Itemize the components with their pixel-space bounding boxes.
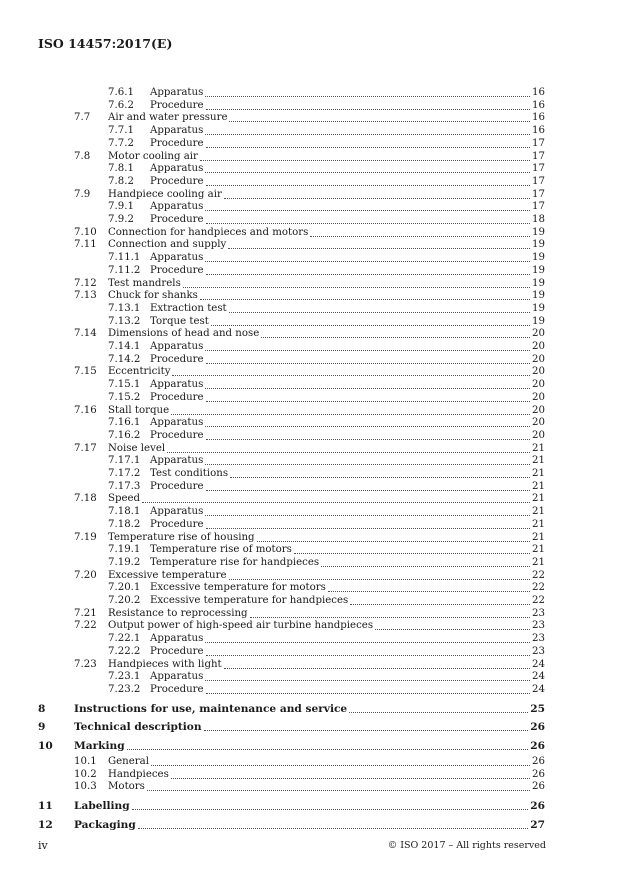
toc-entry-title: Procedure — [150, 645, 204, 657]
toc-entry-title: Procedure — [150, 480, 204, 492]
dot-leader — [310, 236, 530, 237]
toc-entry-page: 17 — [532, 175, 545, 187]
dot-leader — [250, 617, 530, 618]
toc-entry-number: 7.19.2 — [108, 556, 141, 568]
toc-entry[interactable] — [108, 125, 545, 137]
toc-entry-title: Dimensions of head and nose — [108, 328, 260, 340]
dot-leader — [321, 566, 530, 567]
toc-entry-page: 21 — [532, 556, 545, 568]
dot-leader — [172, 375, 530, 376]
toc-entry-number: 12 — [38, 818, 53, 831]
toc-entry-page: 23 — [532, 633, 545, 645]
toc-entry-title: Apparatus — [150, 163, 204, 175]
dot-leader — [206, 655, 530, 656]
toc-entry-page: 21 — [532, 531, 545, 543]
copyright-notice: © ISO 2017 – All rights reserved — [387, 840, 546, 851]
toc-entry-page: 26 — [532, 781, 545, 793]
dot-leader — [171, 414, 530, 415]
toc-entry-page: 21 — [532, 455, 545, 467]
toc-entry-page: 19 — [532, 239, 545, 251]
toc-entry-title: Instructions for use, maintenance and service — [74, 702, 348, 715]
toc-entry-page: 19 — [532, 290, 545, 302]
dot-leader — [350, 604, 530, 605]
dot-leader — [206, 363, 530, 364]
toc-entry-page: 19 — [532, 315, 545, 327]
toc-entry-title: Excessive temperature for motors — [150, 582, 326, 594]
toc-entry-title: Eccentricity — [108, 366, 171, 378]
toc-entry-number: 7.18.2 — [108, 518, 141, 530]
toc-entry-number: 7.23.2 — [108, 683, 141, 695]
toc-entry[interactable] — [108, 646, 545, 658]
dot-leader — [205, 388, 530, 389]
toc-entry-number: 7.14.1 — [108, 341, 141, 352]
toc-entry-page: 22 — [532, 582, 545, 594]
toc-entry[interactable] — [74, 151, 545, 163]
document-id-header: ISO 14457:2017(E) — [38, 36, 173, 51]
toc-entry-page: 17 — [532, 137, 545, 149]
toc-entry-page: 24 — [532, 683, 545, 695]
toc-entry[interactable] — [108, 214, 545, 226]
toc-entry[interactable] — [74, 756, 545, 768]
toc-entry-number: 7.18 — [74, 493, 97, 505]
toc-entry[interactable] — [74, 781, 545, 793]
toc-entry-page: 21 — [532, 544, 545, 556]
toc-entry-title: Apparatus — [150, 506, 204, 518]
toc-entry-page: 20 — [532, 391, 545, 403]
toc-entry-page: 21 — [532, 518, 545, 530]
dot-leader — [206, 185, 530, 186]
toc-entry-number: 7.16.2 — [108, 429, 141, 441]
toc-entry[interactable] — [74, 532, 545, 544]
toc-entry-title: Air and water pressure — [108, 112, 228, 124]
toc-entry-number: 7.17.2 — [108, 468, 141, 479]
toc-section-entry[interactable] — [38, 721, 545, 733]
toc-entry[interactable] — [108, 201, 545, 213]
dot-leader — [206, 490, 530, 491]
toc-entry-page: 20 — [532, 328, 545, 340]
toc-entry-page: 16 — [532, 112, 545, 124]
toc-entry-page: 20 — [532, 353, 545, 365]
dot-leader — [349, 712, 528, 713]
toc-entry-number: 7.22.1 — [108, 633, 141, 645]
toc-entry-title: Procedure — [150, 264, 204, 276]
toc-entry-number: 7.20.1 — [108, 582, 141, 594]
toc-entry[interactable] — [108, 354, 545, 366]
toc-entry-number: 7.14.2 — [108, 353, 141, 365]
toc-entry-page: 19 — [532, 264, 545, 276]
toc-entry[interactable] — [108, 671, 545, 683]
toc-entry-page: 26 — [532, 768, 545, 780]
toc-entry-page: 16 — [532, 99, 545, 111]
toc-entry-page: 27 — [530, 818, 545, 831]
toc-entry-number: 7.12 — [74, 277, 97, 289]
toc-entry-number: 7.13.2 — [108, 315, 141, 327]
toc-entry-title: Chuck for shanks — [108, 290, 198, 302]
toc-entry-page: 21 — [532, 506, 545, 518]
toc-entry-title: Handpieces — [108, 768, 169, 780]
toc-entry[interactable] — [108, 506, 545, 518]
dot-leader — [229, 121, 530, 122]
toc-entry-number: 7.7 — [74, 112, 91, 124]
toc-entry-page: 20 — [532, 341, 545, 352]
toc-entry-number: 8 — [38, 702, 46, 715]
toc-entry-title: Procedure — [150, 99, 204, 111]
toc-entry[interactable] — [108, 341, 545, 353]
toc-entry-number: 7.18.1 — [108, 506, 141, 518]
dot-leader — [205, 680, 530, 681]
toc-entry-page: 23 — [532, 645, 545, 657]
toc-entry[interactable] — [74, 769, 545, 781]
toc-entry-title: Procedure — [150, 429, 204, 441]
toc-entry-number: 7.11.1 — [108, 252, 141, 264]
toc-entry-title: Temperature rise for handpieces — [150, 556, 320, 568]
dot-leader — [211, 325, 530, 326]
toc-entry-page: 20 — [532, 366, 545, 378]
toc-entry[interactable] — [74, 112, 545, 124]
toc-entry-number: 7.16.1 — [108, 417, 141, 429]
dot-leader — [132, 809, 529, 810]
dot-leader — [205, 134, 530, 135]
dot-leader — [205, 426, 530, 427]
dot-leader — [171, 778, 530, 779]
toc-entry-number: 7.23.1 — [108, 671, 141, 683]
toc-entry[interactable] — [74, 493, 545, 505]
toc-entry-page: 25 — [530, 702, 545, 715]
toc-entry[interactable] — [108, 582, 545, 594]
toc-entry-number: 7.13 — [74, 290, 97, 302]
toc-entry-page: 26 — [530, 721, 545, 734]
toc-entry[interactable] — [108, 544, 545, 556]
dot-leader — [206, 401, 530, 402]
dot-leader — [127, 749, 529, 750]
dot-leader — [151, 765, 530, 766]
toc-entry-number: 7.17 — [74, 442, 97, 454]
toc-entry-number: 7.9.1 — [108, 201, 134, 213]
toc-entry-number: 7.8.1 — [108, 163, 134, 175]
toc-entry-title: Apparatus — [150, 417, 204, 429]
toc-entry-page: 19 — [532, 302, 545, 314]
toc-entry[interactable] — [108, 519, 545, 531]
toc-entry-page: 19 — [532, 252, 545, 264]
toc-entry-number: 7.23 — [74, 658, 97, 670]
toc-entry-number: 7.11 — [74, 239, 97, 251]
toc-entry[interactable] — [108, 265, 545, 277]
toc-entry-title: Apparatus — [150, 671, 204, 683]
toc-entry-title: Procedure — [150, 518, 204, 530]
toc-entry-title: Speed — [108, 493, 141, 505]
toc-entry-number: 10 — [38, 739, 53, 752]
toc-entry-page: 19 — [532, 226, 545, 238]
toc-entry[interactable] — [108, 87, 545, 99]
toc-entry-page: 22 — [532, 595, 545, 606]
dot-leader — [200, 299, 530, 300]
dot-leader — [206, 274, 530, 275]
toc-entry[interactable] — [108, 455, 545, 467]
toc-section-entry[interactable] — [38, 703, 545, 715]
toc-entry[interactable] — [74, 405, 545, 417]
toc-entry-title: Labelling — [74, 800, 130, 813]
dot-leader — [206, 439, 530, 440]
toc-entry-number: 7.8 — [74, 150, 91, 162]
toc-entry-title: Excessive temperature for handpieces — [150, 595, 349, 606]
toc-entry-title: Procedure — [150, 137, 204, 149]
dot-leader — [257, 541, 530, 542]
toc-entry-page: 26 — [532, 755, 545, 767]
toc-entry[interactable] — [74, 227, 545, 239]
toc-entry-title: Resistance to reprocessing — [108, 607, 248, 619]
toc-entry[interactable] — [74, 366, 545, 378]
dot-leader — [205, 210, 530, 211]
toc-entry[interactable] — [74, 659, 545, 671]
toc-entry[interactable] — [108, 468, 545, 480]
toc-entry-number: 7.13.1 — [108, 302, 141, 314]
toc-entry-title: Procedure — [150, 353, 204, 365]
toc-entry[interactable] — [108, 595, 545, 607]
toc-entry-page: 19 — [532, 277, 545, 289]
toc-entry-number: 7.17.1 — [108, 455, 141, 467]
dot-leader — [228, 248, 530, 249]
dot-leader — [147, 790, 530, 791]
toc-entry[interactable] — [108, 430, 545, 442]
toc-entry-number: 10.2 — [74, 768, 97, 780]
toc-entry[interactable] — [108, 100, 545, 112]
dot-leader — [200, 160, 530, 161]
toc-entry-title: Torque test — [150, 315, 209, 327]
toc-entry-number: 7.15.1 — [108, 379, 141, 391]
toc-entry-number: 7.7.1 — [108, 125, 134, 137]
toc-entry-title: Procedure — [150, 683, 204, 695]
toc-entry-number: 7.9 — [74, 188, 91, 200]
toc-entry-number: 7.22.2 — [108, 645, 141, 657]
dot-leader — [206, 109, 530, 110]
toc-entry-number: 7.10 — [74, 226, 97, 238]
toc-entry-number: 7.8.2 — [108, 175, 134, 187]
dot-leader — [224, 668, 530, 669]
toc-entry[interactable] — [108, 481, 545, 493]
toc-entry-number: 7.7.2 — [108, 137, 134, 149]
toc-entry-title: Apparatus — [150, 633, 204, 645]
toc-entry-number: 7.19.1 — [108, 544, 141, 556]
toc-entry-page: 20 — [532, 404, 545, 416]
toc-entry-page: 21 — [532, 468, 545, 479]
dot-leader — [206, 147, 530, 148]
dot-leader — [205, 261, 530, 262]
toc-entry-page: 26 — [530, 800, 545, 813]
dot-leader — [294, 553, 530, 554]
toc-entry[interactable] — [108, 252, 545, 264]
toc-entry-title: Motors — [108, 781, 145, 793]
toc-entry-number: 7.9.2 — [108, 214, 134, 225]
dot-leader — [206, 693, 530, 694]
dot-leader — [375, 629, 530, 630]
dot-leader — [261, 337, 530, 338]
toc-entry-number: 7.20.2 — [108, 595, 141, 606]
toc-entry[interactable] — [74, 239, 545, 251]
toc-entry-title: Handpiece cooling air — [108, 188, 222, 200]
toc-entry-page: 23 — [532, 620, 545, 632]
dot-leader — [328, 591, 530, 592]
toc-entry-number: 10.1 — [74, 755, 97, 767]
toc-entry-number: 7.14 — [74, 328, 97, 340]
dot-leader — [142, 502, 530, 503]
dot-leader — [206, 528, 530, 529]
toc-section-entry[interactable] — [38, 800, 545, 812]
toc-entry-title: Procedure — [150, 214, 204, 225]
toc-entry[interactable] — [74, 443, 545, 455]
toc-entry-title: Packaging — [74, 818, 136, 831]
toc-entry[interactable] — [108, 392, 545, 404]
toc-entry-page: 17 — [532, 150, 545, 162]
dot-leader — [229, 312, 530, 313]
toc-entry[interactable] — [74, 328, 545, 340]
toc-entry-page: 16 — [532, 87, 545, 98]
toc-entry-number: 7.19 — [74, 531, 97, 543]
toc-entry-title: Apparatus — [150, 379, 204, 391]
toc-entry[interactable] — [108, 417, 545, 429]
toc-entry-page: 21 — [532, 442, 545, 454]
toc-entry[interactable] — [74, 189, 545, 201]
dot-leader — [183, 287, 530, 288]
toc-entry-page: 23 — [532, 607, 545, 619]
toc-entry-title: Extraction test — [150, 302, 227, 314]
toc-entry-title: Apparatus — [150, 201, 204, 213]
toc-entry-number: 7.20 — [74, 569, 97, 581]
dot-leader — [205, 464, 530, 465]
toc-entry-page: 21 — [532, 480, 545, 492]
toc-entry-title: Marking — [74, 739, 125, 752]
dot-leader — [205, 172, 530, 173]
toc-entry-title: Motor cooling air — [108, 150, 198, 162]
toc-entry-title: Procedure — [150, 175, 204, 187]
toc-entry-title: Test conditions — [150, 468, 229, 479]
toc-entry-number: 7.6.1 — [108, 87, 134, 98]
page-number: iv — [38, 839, 48, 852]
toc-entry[interactable] — [108, 176, 545, 188]
toc-entry[interactable] — [74, 290, 545, 302]
toc-entry[interactable] — [108, 684, 545, 696]
toc-section-entry[interactable] — [38, 740, 545, 752]
toc-entry-title: Noise level — [108, 442, 166, 454]
toc-entry[interactable] — [108, 557, 545, 569]
toc-entry-title: Apparatus — [150, 125, 204, 137]
toc-entry-title: Apparatus — [150, 252, 204, 264]
toc-entry[interactable] — [108, 633, 545, 645]
toc-entry-title: Apparatus — [150, 341, 204, 352]
toc-entry-page: 20 — [532, 417, 545, 429]
toc-entry-title: Connection and supply — [108, 239, 227, 251]
toc-entry-number: 7.15 — [74, 366, 97, 378]
toc-entry[interactable] — [108, 138, 545, 150]
toc-entry-number: 7.11.2 — [108, 264, 141, 276]
dot-leader — [205, 515, 530, 516]
toc-entry-page: 20 — [532, 429, 545, 441]
toc-entry-title: Test mandrels — [108, 277, 181, 289]
toc-entry-title: Handpieces with light — [108, 658, 222, 670]
dot-leader — [230, 477, 530, 478]
toc-entry-title: Output power of high-speed air turbine handpieces — [108, 620, 374, 632]
toc-entry-number: 7.21 — [74, 607, 97, 619]
dot-leader — [205, 350, 530, 351]
dot-leader — [224, 198, 530, 199]
toc-entry-number: 7.15.2 — [108, 391, 141, 403]
dot-leader — [206, 223, 530, 224]
toc-entry-page: 24 — [532, 671, 545, 683]
toc-entry[interactable] — [74, 620, 545, 632]
toc-entry-page: 22 — [532, 569, 545, 581]
toc-entry[interactable] — [108, 163, 545, 175]
toc-section-entry[interactable] — [38, 819, 545, 831]
dot-leader — [167, 452, 530, 453]
toc-entry-page: 26 — [530, 739, 545, 752]
dot-leader — [205, 642, 530, 643]
toc-entry-page: 17 — [532, 201, 545, 213]
toc-entry-number: 9 — [38, 721, 46, 734]
dot-leader — [204, 730, 529, 731]
toc-entry-title: Procedure — [150, 391, 204, 403]
toc-entry-page: 24 — [532, 658, 545, 670]
toc-entry-title: General — [108, 755, 149, 767]
dot-leader — [138, 828, 529, 829]
toc-entry[interactable] — [108, 379, 545, 391]
toc-entry-page: 21 — [532, 493, 545, 505]
toc-entry-number: 7.22 — [74, 620, 97, 632]
toc-entry-title: Connection for handpieces and motors — [108, 226, 309, 238]
toc-entry-page: 16 — [532, 125, 545, 137]
toc-entry[interactable] — [108, 303, 545, 315]
toc-entry-number: 7.6.2 — [108, 99, 134, 111]
dot-leader — [205, 96, 530, 97]
toc-entry-number: 11 — [38, 800, 53, 813]
toc-entry-page: 18 — [532, 214, 545, 225]
toc-entry-title: Excessive temperature — [108, 569, 227, 581]
toc-entry-title: Temperature rise of housing — [108, 531, 255, 543]
toc-entry[interactable] — [74, 570, 545, 582]
toc-entry-number: 7.17.3 — [108, 480, 141, 492]
toc-entry-title: Temperature rise of motors — [150, 544, 292, 556]
toc-entry-number: 10.3 — [74, 781, 97, 793]
toc-entry-page: 17 — [532, 163, 545, 175]
toc-entry-page: 17 — [532, 188, 545, 200]
toc-entry[interactable] — [74, 278, 545, 290]
toc-entry[interactable] — [74, 608, 545, 620]
toc-entry-title: Stall torque — [108, 404, 170, 416]
dot-leader — [229, 579, 531, 580]
toc-entry-title: Apparatus — [150, 87, 204, 98]
toc-entry-title: Technical description — [74, 721, 202, 734]
toc-entry-number: 7.16 — [74, 404, 97, 416]
toc-entry-title: Apparatus — [150, 455, 204, 467]
toc-entry[interactable] — [108, 316, 545, 328]
toc-entry-page: 20 — [532, 379, 545, 391]
